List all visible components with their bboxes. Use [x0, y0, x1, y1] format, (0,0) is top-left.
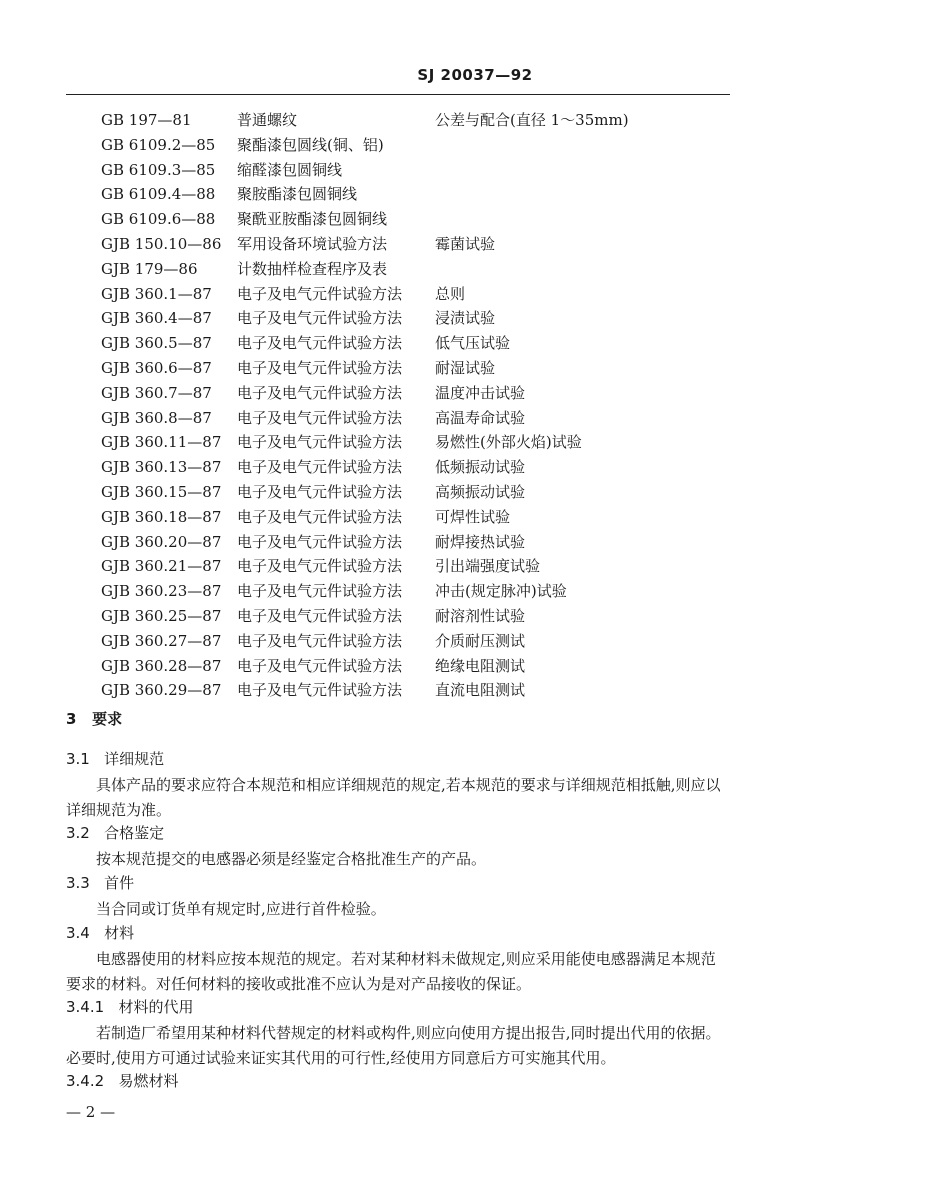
- reference-title: 电子及电气元件试验方法: [237, 532, 403, 551]
- reference-subtitle: 总则: [435, 284, 466, 303]
- reference-title: 电子及电气元件试验方法: [237, 482, 403, 501]
- heading-number: 3.1: [66, 750, 90, 768]
- reference-code: GJB 360.13—87: [101, 458, 222, 477]
- reference-code: GJB 360.11—87: [101, 433, 222, 452]
- reference-standards-list: [101, 108, 741, 703]
- reference-title: 普通螺纹: [237, 111, 298, 129]
- paragraph-text: 具体产品的要求应符合本规范和相应详细规范的规定,若本规范的要求与详细规范相抵触,则应以详细规范为准。: [66, 776, 721, 819]
- reference-code: GJB 360.28—87: [101, 656, 222, 675]
- reference-title: 电子及电气元件试验方法: [237, 557, 403, 576]
- reference-row: [101, 331, 741, 356]
- reference-subtitle: 耐湿试验: [435, 358, 496, 377]
- reference-subtitle: 低气压试验: [435, 334, 511, 353]
- reference-row: [101, 381, 741, 406]
- paragraph-3-4-1: [66, 1021, 730, 1071]
- reference-row: [101, 579, 741, 604]
- reference-title: 电子及电气元件试验方法: [237, 681, 403, 700]
- heading-title: 易燃材料: [118, 1072, 179, 1090]
- reference-code: GJB 360.23—87: [101, 582, 222, 601]
- reference-code: GJB 360.8—87: [101, 408, 212, 427]
- heading-number: 3.4.2: [66, 1072, 105, 1090]
- reference-code: GJB 360.25—87: [101, 606, 222, 625]
- paragraph-text: 电感器使用的材料应按本规范的规定。若对某种材料未做规定,则应采用能使电感器满足本规范要求的材料。对任何材料的接收或批准不应认为是对产品接收的保证。: [66, 950, 716, 993]
- reference-row: [101, 554, 741, 579]
- reference-subtitle: 绝缘电阻测试: [435, 656, 526, 675]
- reference-subtitle: 高频振动试验: [435, 482, 526, 501]
- reference-title: 电子及电气元件试验方法: [237, 433, 403, 452]
- heading-title: 材料: [104, 924, 135, 942]
- heading-3-2: [66, 822, 164, 843]
- reference-row: [101, 654, 741, 679]
- reference-row: [101, 232, 741, 257]
- reference-subtitle: 耐焊接热试验: [435, 532, 526, 551]
- heading-3-4-1: [66, 996, 194, 1017]
- reference-title: 缩醛漆包圆铜线: [237, 160, 343, 179]
- paragraph-3-3: [66, 897, 730, 922]
- reference-code: GJB 360.6—87: [101, 358, 212, 377]
- reference-code: GJB 360.21—87: [101, 557, 222, 576]
- paragraph-text: 按本规范提交的电感器必须是经鉴定合格批准生产的产品。: [96, 850, 487, 868]
- reference-subtitle: 温度冲击试验: [435, 383, 526, 402]
- reference-title: 电子及电气元件试验方法: [237, 284, 403, 303]
- reference-title: 聚酰亚胺酯漆包圆铜线: [237, 210, 388, 229]
- reference-title: 聚胺酯漆包圆铜线: [237, 185, 358, 204]
- heading-number: 3.4: [66, 924, 90, 942]
- heading-3-3: [66, 872, 134, 893]
- reference-row: [101, 629, 741, 654]
- paragraph-3-2: [66, 847, 730, 872]
- section-3-heading: [66, 708, 122, 729]
- page-number: — 2 —: [66, 1103, 116, 1121]
- reference-row: [101, 455, 741, 480]
- reference-subtitle: 可焊性试验: [435, 507, 511, 526]
- heading-3-4-2: [66, 1070, 179, 1091]
- reference-subtitle: 易燃性(外部火焰)试验: [435, 433, 582, 452]
- section-number: 3: [66, 710, 77, 728]
- reference-code: GJB 360.18—87: [101, 507, 222, 526]
- reference-title: 电子及电气元件试验方法: [237, 358, 403, 377]
- reference-subtitle: 低频振动试验: [435, 458, 526, 477]
- reference-row: [101, 604, 741, 629]
- reference-row: [101, 158, 741, 183]
- reference-code: GJB 360.20—87: [101, 532, 222, 551]
- heading-title: 材料的代用: [118, 998, 194, 1016]
- reference-row: [101, 282, 741, 307]
- reference-code: GJB 179—86: [101, 259, 198, 278]
- reference-row: [101, 678, 741, 703]
- reference-title: 电子及电气元件试验方法: [237, 458, 403, 477]
- reference-row: [101, 505, 741, 530]
- reference-code: GJB 360.1—87: [101, 284, 212, 303]
- reference-code: GB 6109.2—85: [101, 135, 216, 154]
- reference-subtitle: 介质耐压测试: [435, 631, 526, 650]
- header-rule: [66, 94, 730, 95]
- reference-title: 电子及电气元件试验方法: [237, 334, 403, 353]
- reference-row: [101, 430, 741, 455]
- reference-row: [101, 480, 741, 505]
- reference-subtitle: 高温寿命试验: [435, 408, 526, 427]
- reference-subtitle: 浸渍试验: [435, 309, 496, 328]
- reference-row: [101, 530, 741, 555]
- reference-code: GB 6109.3—85: [101, 160, 216, 179]
- reference-subtitle: 冲击(规定脉冲)试验: [435, 582, 567, 601]
- section-title: 要求: [92, 710, 123, 728]
- heading-title: 首件: [104, 874, 135, 892]
- reference-code: GB 197—81: [101, 111, 192, 129]
- reference-code: GB 6109.6—88: [101, 210, 216, 229]
- heading-number: 3.2: [66, 824, 90, 842]
- reference-title: 电子及电气元件试验方法: [237, 631, 403, 650]
- heading-number: 3.4.1: [66, 998, 105, 1016]
- reference-title: 电子及电气元件试验方法: [237, 383, 403, 402]
- paragraph-3-1: [66, 773, 730, 823]
- heading-3-1: [66, 748, 164, 769]
- reference-title: 电子及电气元件试验方法: [237, 582, 403, 601]
- reference-title: 电子及电气元件试验方法: [237, 309, 403, 328]
- document-id-header: SJ 20037—92: [417, 66, 533, 84]
- reference-title: 军用设备环境试验方法: [237, 234, 388, 253]
- reference-row: [101, 306, 741, 331]
- reference-row: [101, 108, 741, 133]
- heading-number: 3.3: [66, 874, 90, 892]
- reference-title: 电子及电气元件试验方法: [237, 656, 403, 675]
- reference-row: [101, 182, 741, 207]
- reference-row: [101, 207, 741, 232]
- reference-code: GJB 360.29—87: [101, 681, 222, 700]
- reference-row: [101, 133, 741, 158]
- reference-code: GJB 360.7—87: [101, 383, 212, 402]
- reference-title: 电子及电气元件试验方法: [237, 606, 403, 625]
- heading-title: 详细规范: [104, 750, 165, 768]
- reference-title: 电子及电气元件试验方法: [237, 408, 403, 427]
- heading-title: 合格鉴定: [104, 824, 165, 842]
- reference-code: GJB 360.15—87: [101, 482, 222, 501]
- paragraph-3-4: [66, 947, 730, 997]
- reference-code: GJB 360.4—87: [101, 309, 212, 328]
- reference-code: GJB 360.27—87: [101, 631, 222, 650]
- paragraph-text: 当合同或订货单有规定时,应进行首件检验。: [96, 900, 386, 918]
- reference-title: 计数抽样检查程序及表: [237, 259, 388, 278]
- reference-row: [101, 406, 741, 431]
- paragraph-text: 若制造厂希望用某种材料代替规定的材料或构件,则应向使用方提出报告,同时提出代用的依据。必要时,使用方可通过试验来证实其代用的可行性,经使用方同意后方可实施其代用。: [66, 1024, 721, 1067]
- reference-code: GJB 360.5—87: [101, 334, 212, 353]
- heading-3-4: [66, 922, 134, 943]
- reference-row: [101, 356, 741, 381]
- reference-row: [101, 257, 741, 282]
- reference-subtitle: 霉菌试验: [435, 234, 496, 253]
- reference-subtitle: 直流电阻测试: [435, 681, 526, 700]
- reference-subtitle: 耐溶剂性试验: [435, 606, 526, 625]
- reference-subtitle: 公差与配合(直径 1～35mm): [435, 111, 629, 129]
- reference-code: GB 6109.4—88: [101, 185, 216, 204]
- reference-title: 聚酯漆包圆线(铜、铝): [237, 135, 384, 154]
- reference-subtitle: 引出端强度试验: [435, 557, 541, 576]
- reference-code: GJB 150.10—86: [101, 234, 222, 253]
- reference-title: 电子及电气元件试验方法: [237, 507, 403, 526]
